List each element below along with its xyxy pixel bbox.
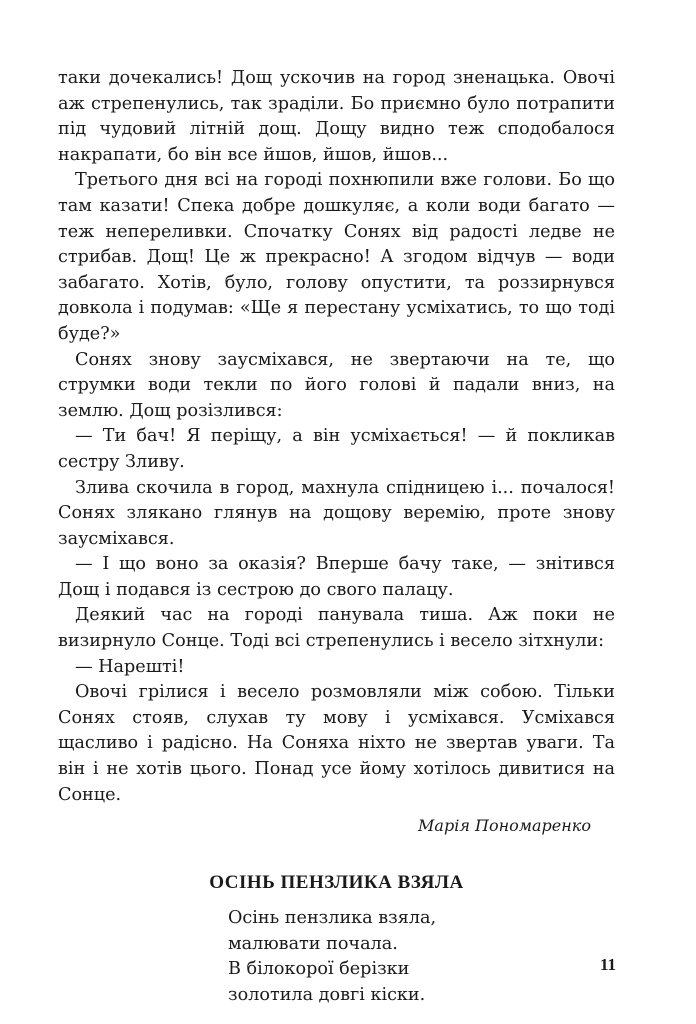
paragraph: — Нарешті! — [75, 656, 185, 677]
paragraph: Деякий час на городі панувала тиша. Аж поки не визирнуло Сонце. Тоді всі стрепенулись і весело зітхнули: — [58, 605, 615, 652]
paragraph: Овочі грілися і весело розмовляли між собою. Тільки Сонях стояв, слухав ту мову і усміхався. Усміхався щасливо і радісно. На Соняха ніхто не звертав уваги. Та він і не хотів цього. Понад усе йому хотілось дивитися на Сонце. — [58, 682, 615, 805]
paragraph: Третього дня всі на городі похнюпили вже голови. Бо що там казати! Спека добре дошкуляє, а коли води багато — теж непереливки. Спочатку Сонях від радості ледве не стрибав. Дощ! Це ж прекрасно! А згодом відчув — води забагато. Хотів, було, голову опустити, та роззирнувся довкола і подумав: «Ще я перестану усміхатись, то що тоді буде?» — [58, 170, 615, 344]
paragraph: — Ти бач! Я періщу, а він усміхається! — й покликав сестру Зливу. — [58, 426, 615, 472]
paragraph: — І що воно за оказія? Вперше бачу таке, — знітився Дощ і подався із сестрою до свого палацу. — [58, 554, 615, 600]
poem-title: ОСІНЬ ПЕНЗЛИКА ВЗЯЛА — [209, 872, 464, 894]
page-number: 11 — [599, 955, 616, 974]
poem-line: золотила довгі кіски. — [228, 985, 426, 1005]
paragraph: Сонях знову заусміхався, не звертаючи на те, що струмки води текли по його голові й падали вниз, на землю. Дощ розізлився: — [58, 349, 615, 421]
poem-line: малювати почала. — [228, 933, 398, 954]
poem-line: Осінь пензлика взяла, — [228, 908, 437, 929]
author-signature: Марія Пономаренко — [418, 816, 591, 836]
paragraph: таки дочекались! Дощ ускочив на город зненацька. Овочі аж стрепенулись, так зраділи. Бо приємно було потрапити під чудовий літній дощ. Дощу видно теж сподобалося накрапати, бо він все йшов, йшов, йшов... — [58, 68, 615, 165]
page-body — [58, 66, 615, 1009]
paragraph: Злива скочила в город, махнула спідницею і... почалося! Сонях злякано глянув на дощову веремію, проте знову заусміхався. — [58, 477, 615, 549]
story-text — [58, 66, 615, 808]
poem — [228, 906, 615, 1008]
poem-line: В білокорої берізки — [228, 959, 410, 980]
